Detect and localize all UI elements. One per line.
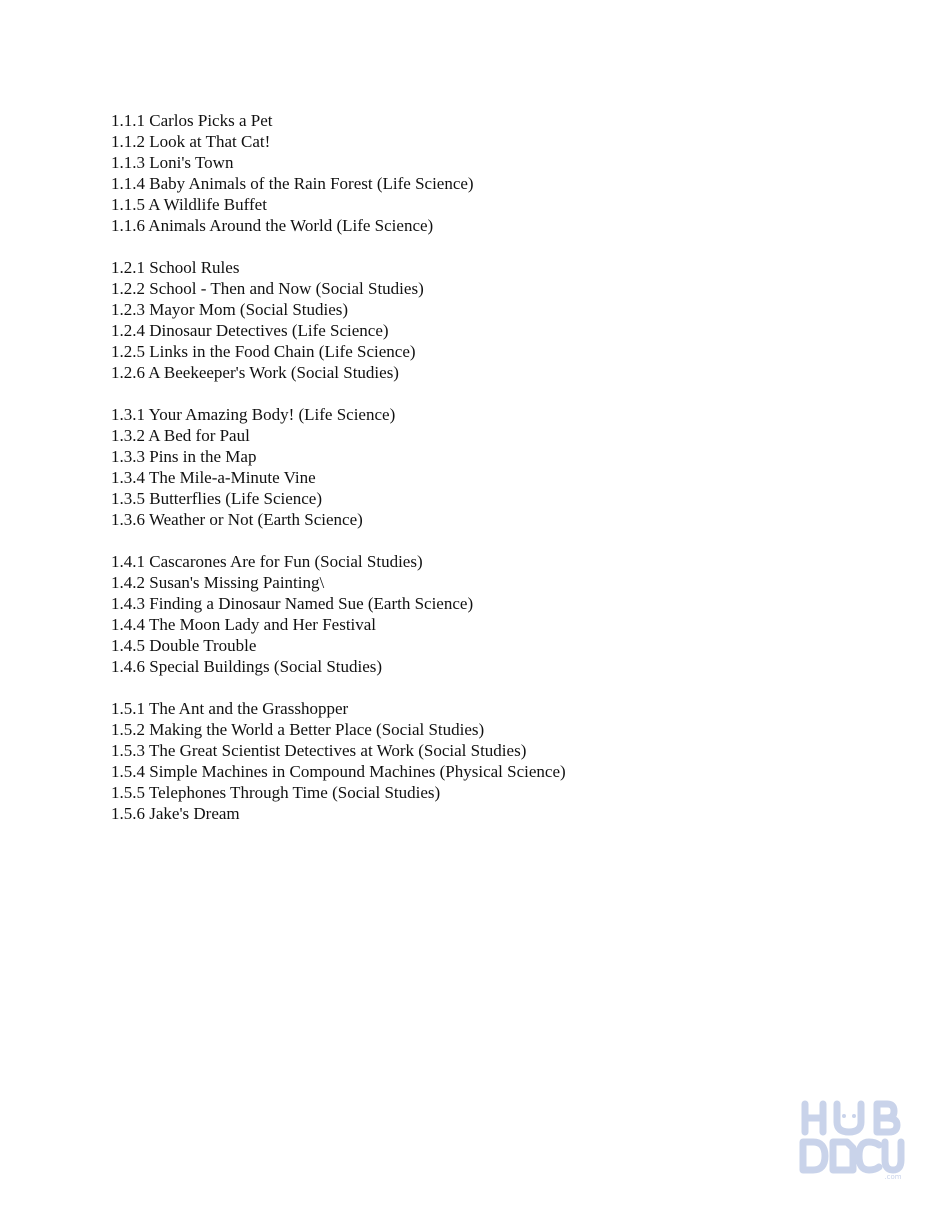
section-1-4 [111, 551, 871, 677]
list-item: 1.1.1 Carlos Picks a Pet [111, 111, 273, 130]
list-item: 1.5.6 Jake's Dream [111, 804, 240, 823]
section-1-3 [111, 404, 871, 530]
list-item: 1.4.3 Finding a Dinosaur Named Sue (Earth Science) [111, 594, 474, 613]
list-item: 1.4.4 The Moon Lady and Her Festival [111, 615, 377, 634]
list-item: 1.3.6 Weather or Not (Earth Science) [111, 510, 363, 529]
list-item: 1.5.5 Telephones Through Time (Social Studies) [111, 783, 441, 802]
list-item: 1.4.5 Double Trouble [111, 636, 257, 655]
list-item: 1.2.2 School - Then and Now (Social Studies) [111, 279, 424, 298]
list-item: 1.2.4 Dinosaur Detectives (Life Science) [111, 321, 389, 340]
list-item: 1.4.2 Susan's Missing Painting\ [111, 573, 325, 592]
list-item: 1.5.3 The Great Scientist Detectives at Work (Social Studies) [111, 741, 527, 760]
list-item: 1.1.6 Animals Around the World (Life Science) [111, 216, 434, 235]
list-item: 1.3.2 A Bed for Paul [111, 426, 250, 445]
list-item: 1.5.1 The Ant and the Grasshopper [111, 699, 349, 718]
watermark-domain-text: .com [884, 1173, 902, 1180]
section-1-2 [111, 257, 871, 383]
list-item: 1.3.3 Pins in the Map [111, 447, 257, 466]
list-item: 1.2.3 Mayor Mom (Social Studies) [111, 300, 349, 319]
list-item: 1.3.4 The Mile-a-Minute Vine [111, 468, 316, 487]
list-item: 1.2.5 Links in the Food Chain (Life Science) [111, 342, 416, 361]
section-1-5 [111, 698, 871, 824]
list-item: 1.2.6 A Beekeeper's Work (Social Studies) [111, 363, 399, 382]
list-item: 1.3.1 Your Amazing Body! (Life Science) [111, 405, 396, 424]
list-item: 1.5.2 Making the World a Better Place (Social Studies) [111, 720, 485, 739]
section-1-1 [111, 110, 871, 236]
list-item: 1.3.5 Butterflies (Life Science) [111, 489, 323, 508]
list-item: 1.4.1 Cascarones Are for Fun (Social Studies) [111, 552, 423, 571]
list-item: 1.5.4 Simple Machines in Compound Machines (Physical Science) [111, 762, 566, 781]
hubdocu-watermark-logo [797, 1098, 907, 1180]
list-item: 1.1.5 A Wildlife Buffet [111, 195, 267, 214]
list-item: 1.1.3 Loni's Town [111, 153, 234, 172]
list-item: 1.1.4 Baby Animals of the Rain Forest (Life Science) [111, 174, 474, 193]
list-item: 1.1.2 Look at That Cat! [111, 132, 271, 151]
list-item: 1.2.1 School Rules [111, 258, 240, 277]
list-item: 1.4.6 Special Buildings (Social Studies) [111, 657, 383, 676]
story-list [111, 110, 871, 845]
